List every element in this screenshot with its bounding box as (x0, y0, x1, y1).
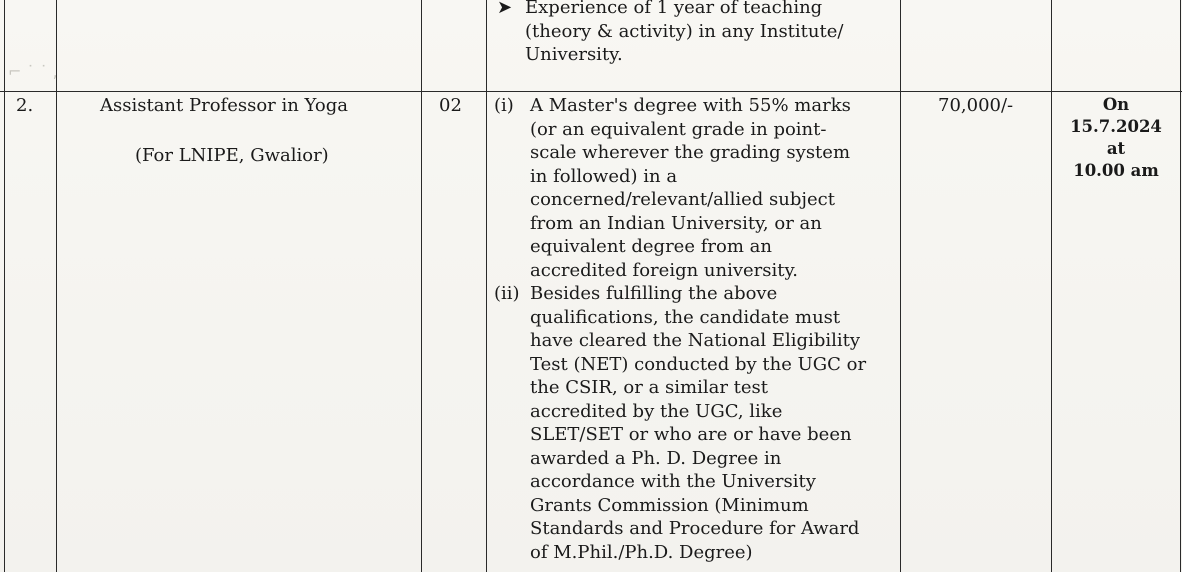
qualification-line: Grants Commission (Minimum (530, 494, 809, 516)
qualification-line: Test (NET) conducted by the UGC or (530, 353, 867, 375)
salary: 70,000/- (938, 95, 1014, 116)
qualification-line: concerned/relevant/allied subject (530, 189, 835, 210)
qualification-line: (or an equivalent grade in point- (530, 118, 827, 140)
qualification-line: have cleared the National Eligibility (530, 330, 861, 351)
post-name: Assistant Professor in Yoga (100, 95, 348, 116)
interview-schedule (1053, 94, 1179, 182)
item-marker: (i) (494, 95, 514, 116)
interview-at: at (1106, 139, 1126, 158)
qualification-line: awarded a Ph. D. Degree in (530, 447, 782, 469)
qualification-line: qualifications, the candidate must (530, 306, 841, 328)
table-border-col5 (1051, 0, 1052, 572)
qualification-line: in followed) in a (530, 165, 678, 187)
arrow-bullet-icon: ➤ (497, 0, 513, 18)
table-border-col2 (421, 0, 422, 572)
qualification-list (494, 94, 866, 564)
interview-date: 15.7.2024 (1070, 117, 1162, 136)
interview-on: On (1102, 95, 1130, 114)
qualification-line: scale wherever the grading system (530, 142, 851, 163)
qualification-line: accredited foreign university. (530, 259, 799, 281)
qualification-line: SLET/SET or who are or have been (530, 424, 852, 445)
table-border-col1 (56, 0, 57, 572)
bullet-line: (theory & activity) in any Institute/ (525, 20, 844, 42)
qualification-item (494, 94, 866, 282)
item-marker: (ii) (494, 283, 520, 304)
qualification-line: accordance with the University (530, 471, 816, 492)
vacancy-count: 02 (439, 95, 462, 116)
qualification-line: the CSIR, or a similar test (530, 377, 769, 398)
scan-artifact: ⌐ ˙ ˙ , (8, 62, 58, 81)
bullet-line: University. (525, 44, 623, 65)
table-border-col3 (486, 0, 487, 572)
qualification-line: from an Indian University, or an (530, 212, 822, 234)
table-border-col4 (900, 0, 901, 572)
interview-time: 10.00 am (1073, 161, 1159, 180)
qualification-item (494, 282, 866, 564)
qualification-line: Besides fulfilling the above (530, 283, 778, 304)
post-location: (For LNIPE, Gwalior) (135, 145, 329, 166)
bullet-line: Experience of 1 year of teaching (525, 0, 823, 18)
qualification-line: accredited by the UGC, like (530, 400, 783, 422)
qualification-line: of M.Phil./Ph.D. Degree) (530, 541, 753, 563)
prev-row-bullets (497, 0, 843, 67)
serial-number: 2. (16, 95, 34, 116)
prev-row-bullet-item (497, 0, 843, 67)
qualification-line: A Master's degree with 55% marks (530, 95, 851, 116)
qualification-line: equivalent degree from an (530, 236, 772, 257)
row-separator (0, 91, 1182, 92)
table-border-right (1180, 0, 1181, 572)
table-border-left (4, 0, 5, 572)
qualification-line: Standards and Procedure for Award (530, 518, 860, 539)
